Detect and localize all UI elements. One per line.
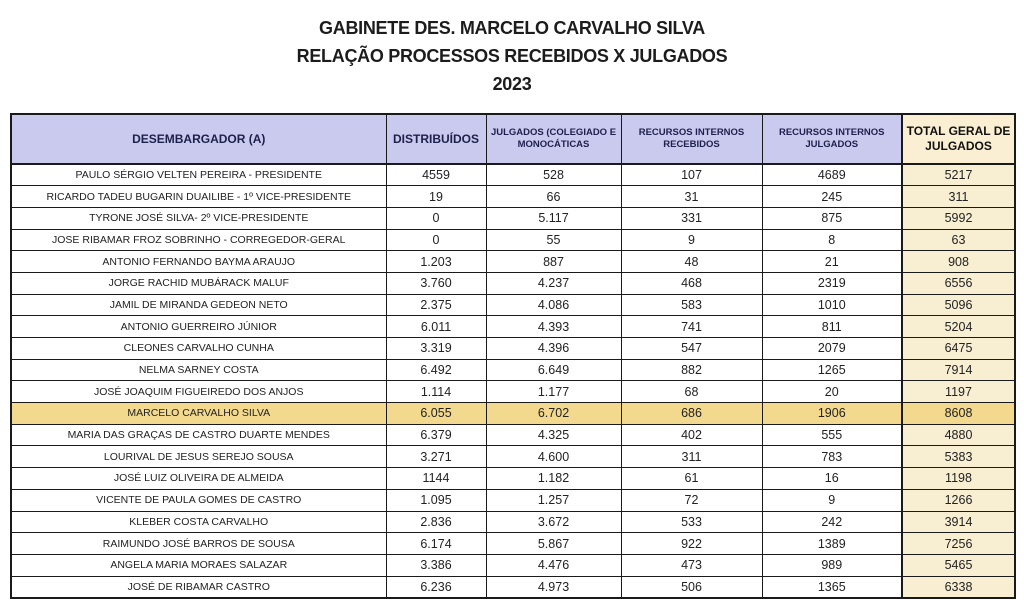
desembargador-name-cell: JAMIL DE MIRANDA GEDEON NETO <box>11 294 386 316</box>
value-cell: 1265 <box>762 359 902 381</box>
total-geral-cell: 311 <box>902 186 1015 208</box>
value-cell: 2079 <box>762 338 902 360</box>
processos-recebidos-julgados-table <box>10 113 1016 599</box>
table-row <box>11 533 1015 555</box>
total-geral-cell: 1198 <box>902 468 1015 490</box>
desembargador-name-cell: KLEBER COSTA CARVALHO <box>11 511 386 533</box>
value-cell: 1.182 <box>486 468 621 490</box>
table-row <box>11 489 1015 511</box>
total-geral-cell: 7914 <box>902 359 1015 381</box>
col-header-recursos-internos-recebidos: RECURSOS INTERNOS RECEBIDOS <box>621 114 762 164</box>
value-cell: 6.236 <box>386 576 486 598</box>
col-header-total-geral-julgados: TOTAL GERAL DE JULGADOS <box>902 114 1015 164</box>
value-cell: 331 <box>621 207 762 229</box>
value-cell: 4.393 <box>486 316 621 338</box>
value-cell: 66 <box>486 186 621 208</box>
value-cell: 48 <box>621 251 762 273</box>
value-cell: 506 <box>621 576 762 598</box>
total-geral-cell: 908 <box>902 251 1015 273</box>
table-row <box>11 294 1015 316</box>
total-geral-cell: 63 <box>902 229 1015 251</box>
value-cell: 1.177 <box>486 381 621 403</box>
desembargador-name-cell: JOSÉ LUIZ OLIVEIRA DE ALMEIDA <box>11 468 386 490</box>
col-header-recursos-internos-julgados: RECURSOS INTERNOS JULGADOS <box>762 114 902 164</box>
value-cell: 547 <box>621 338 762 360</box>
total-geral-cell: 5992 <box>902 207 1015 229</box>
value-cell: 6.702 <box>486 403 621 425</box>
value-cell: 3.271 <box>386 446 486 468</box>
value-cell: 4689 <box>762 164 902 186</box>
value-cell: 4.476 <box>486 554 621 576</box>
desembargador-name-cell: JOSÉ JOAQUIM FIGUEIREDO DOS ANJOS <box>11 381 386 403</box>
total-geral-cell: 6475 <box>902 338 1015 360</box>
desembargador-name-cell: VICENTE DE PAULA GOMES DE CASTRO <box>11 489 386 511</box>
value-cell: 555 <box>762 424 902 446</box>
value-cell: 468 <box>621 272 762 294</box>
report-title <box>0 14 1024 98</box>
value-cell: 6.011 <box>386 316 486 338</box>
value-cell: 6.649 <box>486 359 621 381</box>
value-cell: 1.095 <box>386 489 486 511</box>
table-row <box>11 251 1015 273</box>
total-geral-cell: 5204 <box>902 316 1015 338</box>
desembargador-name-cell: RAIMUNDO JOSÉ BARROS DE SOUSA <box>11 533 386 555</box>
value-cell: 4.973 <box>486 576 621 598</box>
value-cell: 1365 <box>762 576 902 598</box>
title-line-1: GABINETE DES. MARCELO CARVALHO SILVA <box>319 18 705 38</box>
value-cell: 875 <box>762 207 902 229</box>
value-cell: 2.836 <box>386 511 486 533</box>
value-cell: 61 <box>621 468 762 490</box>
total-geral-cell: 5383 <box>902 446 1015 468</box>
total-geral-cell: 3914 <box>902 511 1015 533</box>
value-cell: 3.386 <box>386 554 486 576</box>
col-header-julgados: JULGADOS (COLEGIADO E MONOCÁTICAS <box>486 114 621 164</box>
value-cell: 107 <box>621 164 762 186</box>
table-row <box>11 576 1015 598</box>
desembargador-name-cell: RICARDO TADEU BUGARIN DUAILIBE - 1º VICE-PRESIDENTE <box>11 186 386 208</box>
table-body <box>11 164 1015 598</box>
value-cell: 1.257 <box>486 489 621 511</box>
value-cell: 6.174 <box>386 533 486 555</box>
value-cell: 1144 <box>386 468 486 490</box>
table-row <box>11 272 1015 294</box>
value-cell: 4.325 <box>486 424 621 446</box>
total-geral-cell: 8608 <box>902 403 1015 425</box>
desembargador-name-cell: NELMA SARNEY COSTA <box>11 359 386 381</box>
value-cell: 6.055 <box>386 403 486 425</box>
value-cell: 21 <box>762 251 902 273</box>
value-cell: 55 <box>486 229 621 251</box>
col-header-distribuidos: DISTRIBUÍDOS <box>386 114 486 164</box>
value-cell: 20 <box>762 381 902 403</box>
value-cell: 2.375 <box>386 294 486 316</box>
desembargador-name-cell: ANGELA MARIA MORAES SALAZAR <box>11 554 386 576</box>
desembargador-name-cell: LOURIVAL DE JESUS SEREJO SOUSA <box>11 446 386 468</box>
desembargador-name-cell: ANTONIO GUERREIRO JÚNIOR <box>11 316 386 338</box>
value-cell: 9 <box>621 229 762 251</box>
value-cell: 402 <box>621 424 762 446</box>
desembargador-name-cell: PAULO SÉRGIO VELTEN PEREIRA - PRESIDENTE <box>11 164 386 186</box>
table-row <box>11 424 1015 446</box>
total-geral-cell: 5096 <box>902 294 1015 316</box>
value-cell: 8 <box>762 229 902 251</box>
desembargador-name-cell: ANTONIO FERNANDO BAYMA ARAUJO <box>11 251 386 273</box>
table-row <box>11 446 1015 468</box>
value-cell: 9 <box>762 489 902 511</box>
title-line-3: 2023 <box>492 74 532 94</box>
table-header-row <box>11 114 1015 164</box>
value-cell: 741 <box>621 316 762 338</box>
value-cell: 72 <box>621 489 762 511</box>
value-cell: 245 <box>762 186 902 208</box>
desembargador-name-cell: JOSÉ DE RIBAMAR CASTRO <box>11 576 386 598</box>
value-cell: 1.203 <box>386 251 486 273</box>
value-cell: 2319 <box>762 272 902 294</box>
value-cell: 882 <box>621 359 762 381</box>
desembargador-name-cell: MARIA DAS GRAÇAS DE CASTRO DUARTE MENDES <box>11 424 386 446</box>
total-geral-cell: 6556 <box>902 272 1015 294</box>
value-cell: 3.319 <box>386 338 486 360</box>
value-cell: 68 <box>621 381 762 403</box>
value-cell: 583 <box>621 294 762 316</box>
value-cell: 16 <box>762 468 902 490</box>
value-cell: 473 <box>621 554 762 576</box>
total-geral-cell: 5217 <box>902 164 1015 186</box>
value-cell: 4.237 <box>486 272 621 294</box>
table-row <box>11 338 1015 360</box>
table-row <box>11 186 1015 208</box>
total-geral-cell: 5465 <box>902 554 1015 576</box>
desembargador-name-cell: TYRONE JOSÉ SILVA- 2º VICE-PRESIDENTE <box>11 207 386 229</box>
desembargador-name-cell: JOSE RIBAMAR FROZ SOBRINHO - CORREGEDOR-GERAL <box>11 229 386 251</box>
table-row <box>11 207 1015 229</box>
value-cell: 242 <box>762 511 902 533</box>
table-row <box>11 164 1015 186</box>
value-cell: 6.492 <box>386 359 486 381</box>
total-geral-cell: 1197 <box>902 381 1015 403</box>
value-cell: 5.117 <box>486 207 621 229</box>
value-cell: 1010 <box>762 294 902 316</box>
value-cell: 528 <box>486 164 621 186</box>
table-row <box>11 316 1015 338</box>
title-line-2: RELAÇÃO PROCESSOS RECEBIDOS X JULGADOS <box>296 46 728 66</box>
value-cell: 19 <box>386 186 486 208</box>
value-cell: 686 <box>621 403 762 425</box>
value-cell: 5.867 <box>486 533 621 555</box>
col-header-desembargador: DESEMBARGADOR (A) <box>11 114 386 164</box>
value-cell: 4.396 <box>486 338 621 360</box>
value-cell: 811 <box>762 316 902 338</box>
value-cell: 0 <box>386 229 486 251</box>
total-geral-cell: 1266 <box>902 489 1015 511</box>
value-cell: 6.379 <box>386 424 486 446</box>
value-cell: 783 <box>762 446 902 468</box>
total-geral-cell: 6338 <box>902 576 1015 598</box>
value-cell: 311 <box>621 446 762 468</box>
value-cell: 3.672 <box>486 511 621 533</box>
table-row <box>11 554 1015 576</box>
value-cell: 3.760 <box>386 272 486 294</box>
table-row <box>11 511 1015 533</box>
desembargador-name-cell: MARCELO CARVALHO SILVA <box>11 403 386 425</box>
total-geral-cell: 4880 <box>902 424 1015 446</box>
value-cell: 922 <box>621 533 762 555</box>
value-cell: 887 <box>486 251 621 273</box>
value-cell: 4.600 <box>486 446 621 468</box>
table-row <box>11 359 1015 381</box>
value-cell: 989 <box>762 554 902 576</box>
desembargador-name-cell: CLEONES CARVALHO CUNHA <box>11 338 386 360</box>
desembargador-name-cell: JORGE RACHID MUBÁRACK MALUF <box>11 272 386 294</box>
total-geral-cell: 7256 <box>902 533 1015 555</box>
value-cell: 1.114 <box>386 381 486 403</box>
value-cell: 4.086 <box>486 294 621 316</box>
table-row <box>11 229 1015 251</box>
value-cell: 1389 <box>762 533 902 555</box>
value-cell: 4559 <box>386 164 486 186</box>
value-cell: 1906 <box>762 403 902 425</box>
value-cell: 0 <box>386 207 486 229</box>
table-row-highlighted <box>11 403 1015 425</box>
table-row <box>11 381 1015 403</box>
value-cell: 31 <box>621 186 762 208</box>
value-cell: 533 <box>621 511 762 533</box>
table-row <box>11 468 1015 490</box>
